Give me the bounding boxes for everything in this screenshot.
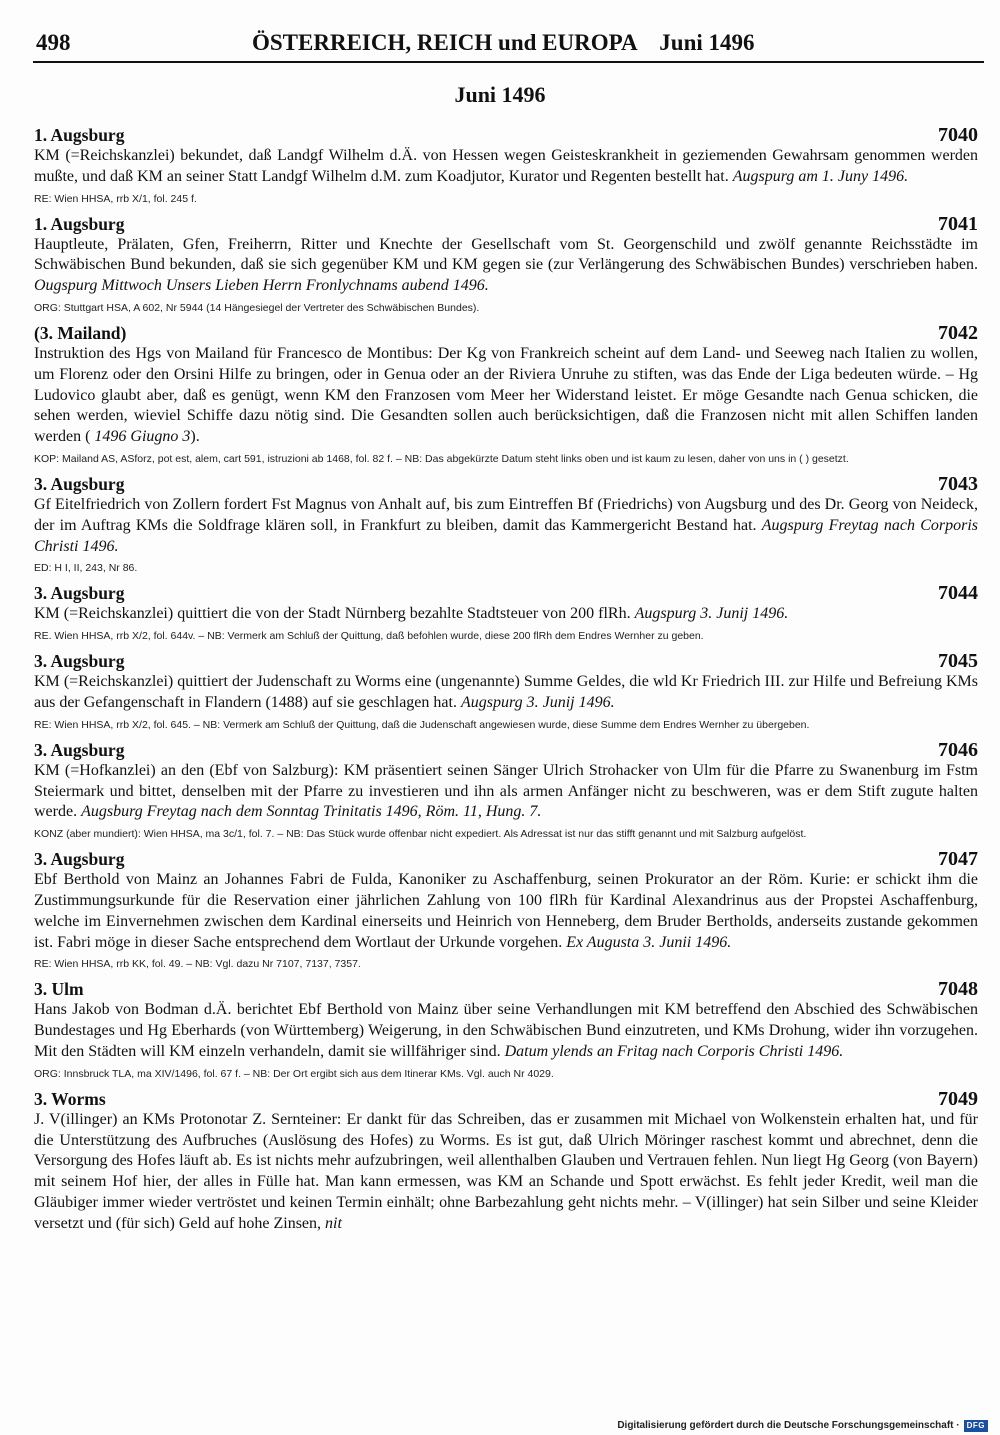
entry-place-date: 1. Augsburg [34, 213, 125, 234]
entry-dating-clause: Augsburg Freytag nach dem Sonntag Trinitatis 1496, Röm. 11, Hung. 7. [81, 803, 542, 821]
running-head [36, 26, 980, 60]
entry-place-date: 1. Augsburg [34, 125, 125, 145]
entry-number: 7049 [938, 1087, 978, 1110]
entry-number: 7040 [938, 124, 978, 146]
entry-text [34, 761, 978, 823]
entry-tail: ). [190, 428, 200, 446]
entry-number: 7045 [938, 650, 978, 673]
entry-heading [34, 650, 978, 672]
entry-heading [34, 473, 978, 495]
entry-heading [34, 322, 978, 344]
entry-place-date: 3. Augsburg [34, 583, 125, 604]
entry-heading [34, 124, 978, 146]
entry-source-note: RE: Wien HHSA, rrb X/1, fol. 245 f. [34, 192, 197, 205]
entry-text [34, 235, 978, 297]
entry-heading [34, 848, 978, 870]
regest-entry [34, 978, 978, 1080]
entry-summary: KM (=Hofkanzlei) an den (Ebf von Salzburg): KM präsentiert seinen Sänger Ulrich Strohacker von Ulm für die Pfarre zu Swanenburg im Fstm Steiermark und bittet, denselben mit der Pfarre zu investieren und ihn als armen Anfänger nicht zu beschweren, was er dem Stift zugute halten werde. [34, 761, 978, 821]
entry-dating-clause: 1496 Giugno 3 [94, 428, 191, 446]
entry-text [34, 1000, 978, 1062]
entry-number: 7042 [938, 321, 978, 344]
entry-place-date: 3. Augsburg [34, 651, 125, 672]
entry-dating-clause: Augspurg 3. Junij 1496. [634, 605, 789, 623]
regest-entry [34, 124, 978, 206]
entry-summary: Gf Eitelfriedrich von Zollern fordert Fst Magnus von Anhalt auf, bis zum Eintreffen Bf (Friedrichs) von Augsburg und des Dr. Georg von Neideck, der im Auftrag KMs die Soldfrage klären soll, in Frankfurt zu bleiben, damit das Kammergericht Bestand hat. [34, 495, 978, 534]
regest-entry [34, 848, 978, 971]
entry-heading [34, 582, 978, 604]
entry-source-note: RE: Wien HHSA, rrb KK, fol. 49. – NB: Vgl. dazu Nr 7107, 7137, 7357. [34, 958, 361, 971]
header-rule [33, 61, 984, 63]
entry-dating-clause: Augspurg Freytag nach Corporis Christi 1496. [34, 516, 978, 555]
entry-place-date: 3. Augsburg [34, 739, 125, 760]
entry-text [34, 344, 978, 448]
entry-summary: Hauptleute, Prälaten, Gfen, Freiherrn, Ritter und Knechte der Gesellschaft vom St. Georgenschild und zwölf genannte Reichsstädte im Schwäbischen Bund bekunden, daß sie sich gegenüber KM und KM gegen sie (zur Verlängerung des Schwäbischen Bundes) verschrieben haben. [34, 235, 978, 274]
regest-entry [34, 322, 978, 466]
entry-source-note: ORG: Stuttgart HSA, A 602, Nr 5944 (14 Hängesiegel der Vertreter des Schwäbischen Bundes). [34, 301, 480, 314]
entry-summary: Ebf Berthold von Mainz an Johannes Fabri de Fulda, Kanoniker zu Aschaffenburg, seinen Prokurator an der Röm. Kurie: er schickt ihm die Zustimmungsurkunde für die Reservation einer jährlichen Zahlung von 100 flRh für Kardinal Alexandrinus aus der Propstei Aschaffenburg, welche im Einvernehmen zwischen dem Kardinal einerseits und Heinrich von Henneberg, dem Bruder Bertholds, anderseits zustande gekommen ist. Fabri möge in dieser Sache entsprechend dem Wortlaut der Urkunde vorgehen. [34, 871, 978, 951]
entry-number: 7047 [938, 848, 978, 871]
entry-number: 7044 [938, 582, 978, 605]
entry-heading [34, 213, 978, 235]
entry-summary: KM (=Reichskanzlei) quittiert die von der Stadt Nürnberg bezahlte Stadtsteuer von 200 flRh. [34, 605, 631, 623]
section-title: Juni 1496 [454, 82, 546, 107]
entry-dating-clause: Datum ylends an Fritag nach Corporis Christi 1496. [504, 1042, 844, 1060]
dfg-logo: DFG [964, 1420, 988, 1432]
entry-heading [34, 739, 978, 761]
entry-text [34, 146, 978, 188]
entry-summary: KM (=Reichskanzlei) bekundet, daß Landgf Wilhelm d.Ä. von Hessen wegen Geisteskrankheit in geziemenden Gewahrsam genommen werden mußte, und daß KM an seiner Statt Landgf Wilhelm d.M. zum Koadjutor, Kurator und Regenten bestellt hat. [34, 147, 978, 185]
entry-dating-clause: Augspurg am 1. Juny 1496. [732, 167, 909, 185]
entry-place-date: 3. Augsburg [34, 473, 125, 494]
entry-source-note: RE. Wien HHSA, rrb X/2, fol. 644v. – NB: Vermerk am Schluß der Quittung, daß befohlen wurde, diese 200 flRh dem Endres Wernher zu geben. [34, 630, 704, 643]
entry-dating-clause: Ex Augusta 3. Junii 1496. [566, 933, 732, 951]
regest-entry [34, 1088, 978, 1235]
entry-dating-clause: Ougspurg Mittwoch Unsers Lieben Herrn Fronlychnams aubend 1496. [34, 277, 489, 295]
entry-number: 7046 [938, 738, 978, 761]
entry-dating-clause: Augspurg 3. Junij 1496. [460, 693, 615, 711]
entry-source-note: KOP: Mailand AS, ASforz, pot est, alem, cart 591, istruzioni ab 1468, fol. 82 f. – NB: Das abgekürzte Datum steht links oben und ist kaum zu lesen, daher von uns in ( ) gesetzt. [34, 452, 849, 465]
entry-dating-clause: nit [325, 1214, 342, 1232]
running-title: ÖSTERREICH, REICH und EUROPA Juni 1496 [252, 30, 755, 55]
entry-place-date: (3. Mailand) [34, 322, 127, 343]
entry-number: 7041 [938, 212, 978, 235]
entry-text [34, 672, 978, 714]
entry-number: 7048 [938, 978, 978, 1001]
regest-entry [34, 213, 978, 315]
entry-source-note: ED: H I, II, 243, Nr 86. [34, 562, 138, 575]
entry-summary: J. V(illinger) an KMs Protonotar Z. Sernteiner: Er dankt für das Schreiben, das er zusammen mit Michael von Wolkenstein erhalten hat, und für die Unterstützung des Aufbruches (Auslösung des Hofes) zu Worms. Es ist gut, daß Ulrich Möringer raschest kommt und abrechnet, denn die Versorgung des Hofes läuft ab. Es ist nichts mehr aufzubringen, weil allenthalben Glauben und Vertrauen fehlen. Nun liegt Hg Georg (von Bayern) mit seinem Hof hier, der alles in Fülle hat. Man kann ermessen, was KM an Schande und Spott erwächst. Es fehlt jeder Kredit, weil man die Gläubiger immer wieder vertröstet und keinen Termin einhält; ohne Barbezahlung geht nichts mehr. – V(illinger) hat sein Silber und seine Kleider versetzt und (für sich) Geld auf hohe Zinsen, [34, 1110, 978, 1232]
entry-number: 7043 [938, 472, 978, 495]
entry-text [34, 604, 978, 625]
page-number: 498 [36, 30, 71, 55]
entry-source-note: ORG: Innsbruck TLA, ma XIV/1496, fol. 67 f. – NB: Der Ort ergibt sich aus dem Itinerar KMs. Vgl. auch Nr 4029. [34, 1067, 554, 1080]
entry-source-note: RE: Wien HHSA, rrb X/2, fol. 645. – NB: Vermerk am Schluß der Quittung, daß die Judenschaft angewiesen wurde, diese Summe dem Endres Wernher zu übergeben. [34, 718, 810, 731]
entry-heading [34, 1088, 978, 1110]
entry-summary: Hans Jakob von Bodman d.Ä. berichtet Ebf Berthold von Mainz über seine Verhandlungen mit KM betreffend den Abschied des Schwäbischen Bundestages und Hg Eberhards (von Württemberg) Weigerung, in den Schwäbischen Bund einzutreten, und KMs Drohung, wider ihn vorzugehen. Mit den Städten will KM einzeln verhandeln, damit sie willfähriger sind. [34, 1001, 978, 1060]
entry-text [34, 495, 978, 557]
entry-place-date: 3. Worms [34, 1088, 106, 1109]
entry-summary: Instruktion des Hgs von Mailand für Francesco de Montibus: Der Kg von Frankreich scheint auf dem Land- und Seeweg nach Italien zu wollen, um Florenz oder den Orsini Hilfe zu bringen, oder in Genua oder an der Riviera Unruhe zu stiften, was das Ende der Liga bedeuten würde. – Hg Ludovico glaubt aber, daß es genügt, wenn KM den Franzosen vom Meer her Widerstand leistet. Er möge Gesandte nach Genua schicken, die sehen werden, wieviel Schiffe dazu nötig sind. Die Gesandten sollen auch berücksichtigen, daß die Franzosen nicht mit allen Schiffen landen werden ( [34, 344, 978, 446]
entry-place-date: 3. Ulm [34, 979, 84, 1000]
entry-text [34, 1110, 978, 1235]
footer-credit [617, 1418, 988, 1434]
entry-heading [34, 978, 978, 1000]
footer-credit-text: Digitalisierung gefördert durch die Deutsche Forschungsgemeinschaft · [617, 1420, 960, 1431]
regest-entry [34, 582, 978, 643]
regest-entry [34, 650, 978, 732]
entry-summary: KM (=Reichskanzlei) quittiert der Judenschaft zu Worms eine (ungenannte) Summe Geldes, die wld Kr Friedrich III. zur Hilfe und Befreiung KMs aus der Gefangenschaft in Flandern (1488) auf sie geschlagen hat. [34, 673, 978, 711]
entry-place-date: 3. Augsburg [34, 849, 125, 870]
entry-source-note: KONZ (aber mundiert): Wien HHSA, ma 3c/1, fol. 7. – NB: Das Stück wurde offenbar nicht expediert. Als Adressat ist nur das stifft genannt und mit Salzburg aufgelöst. [34, 828, 807, 841]
regest-entry [34, 739, 978, 841]
entry-text [34, 870, 978, 953]
regesta-list [34, 124, 978, 1242]
regest-entry [34, 473, 978, 575]
